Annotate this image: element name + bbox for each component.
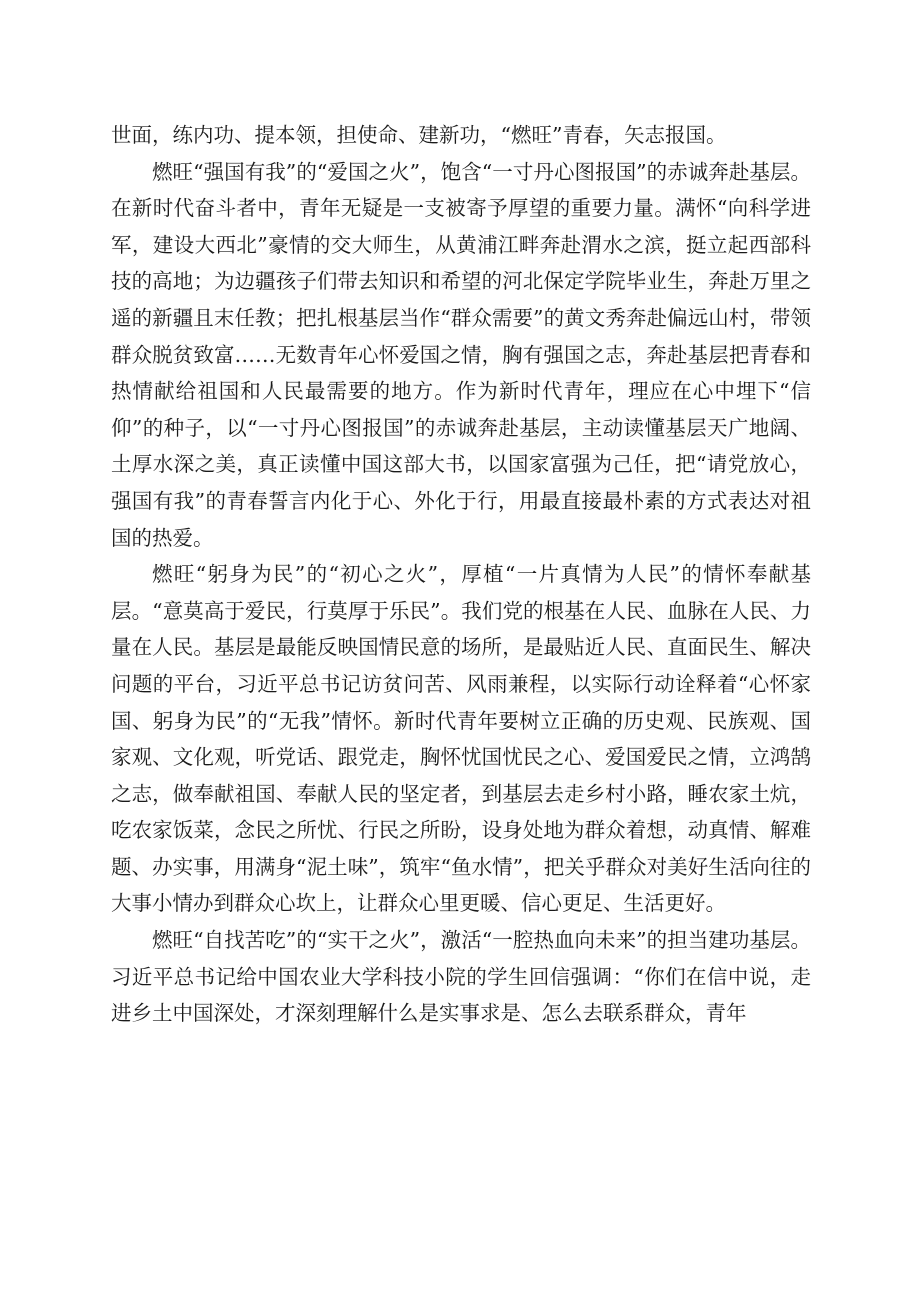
document-body — [111, 117, 811, 1032]
paragraph-hard-work-fire: 燃旺“自找苦吃”的“实干之火”，激活“一腔热血向未来”的担当建功基层。习近平总书记给中国农业大学科技小院的学生回信强调：“你们在信中说，走进乡土中国深处，才深刻理解什么是实事求是、怎么去联系群众，青年 — [111, 928, 811, 1026]
paragraph-continuation: 世面，练内功、提本领，担使命、建新功，“燃旺”青春，矢志报国。 — [111, 123, 727, 147]
paragraph-patriotic-fire: 燃旺“强国有我”的“爱国之火”，饱含“一寸丹心图报国”的赤诚奔赴基层。在新时代奋斗者中，青年无疑是一支被寄予厚望的重要力量。满怀“向科学进军，建设大西北”豪情的交大师生，从黄浦江畔奔赴渭水之滨，挺立起西部科技的高地；为边疆孩子们带去知识和希望的河北保定学院毕业生，奔赴万里之遥的新疆且末任教；把扎根基层当作“群众需要”的黄文秀奔赴偏远山村，带领群众脱贫致富……无数青年心怀爱国之情，胸有强国之志，奔赴基层把青春和热情献给祖国和人民最需要的地方。作为新时代青年，理应在心中埋下“信仰”的种子，以“一寸丹心图报国”的赤诚奔赴基层，主动读懂基层天广地阔、土厚水深之美，真正读懂中国这部大书，以国家富强为己任，把“请党放心，强国有我”的青春誓言内化于心、外化于行，用最直接最朴素的方式表达对祖国的热爱。 — [111, 159, 811, 550]
paragraph-original-aspiration-fire: 燃旺“躬身为民”的“初心之火”，厚植“一片真情为人民”的情怀奉献基层。“意莫高于爱民，行莫厚于乐民”。我们党的根基在人民、血脉在人民、力量在人民。基层是最能反映国情民意的场所，是最贴近人民、直面民生、解决问题的平台，习近平总书记访贫问苦、风雨兼程，以实际行动诠释着“心怀家国、躬身为民”的“无我”情怀。新时代青年要树立正确的历史观、民族观、国家观、文化观，听党话、跟党走，胸怀忧国忧民之心、爱国爱民之情，立鸿鹄之志，做奉献祖国、奉献人民的坚定者，到基层去走乡村小路，睡农家土炕，吃农家饭菜，念民之所忧、行民之所盼，设身处地为群众着想，动真情、解难题、办实事，用满身“泥土味”，筑牢“鱼水情”，把关乎群众对美好生活向往的大事小情办到群众心坎上，让群众心里更暖、信心更足、生活更好。 — [111, 562, 811, 916]
